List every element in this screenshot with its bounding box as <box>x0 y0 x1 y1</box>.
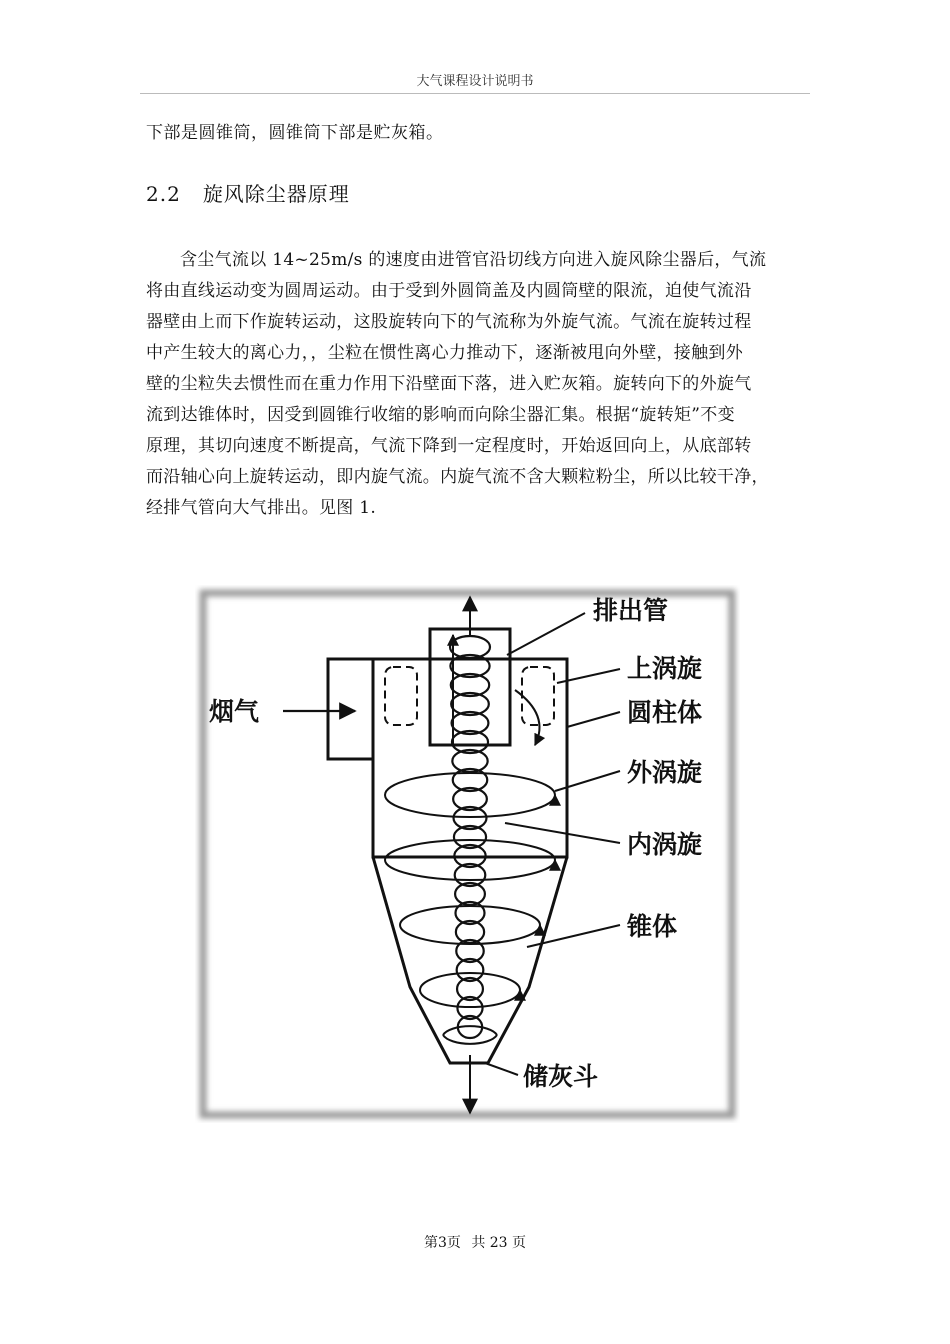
label-flue-gas: 烟气 <box>209 697 260 726</box>
cylinder-body <box>373 659 567 857</box>
page-footer <box>0 1232 950 1252</box>
label-ash-hopper: 储灰斗 <box>523 1062 599 1091</box>
section-number: 2.2 <box>146 182 181 206</box>
paragraph-line: 器壁由上而下作旋转运动，这股旋转向下的气流称为外旋气流。气流在旋转过程 <box>146 312 752 332</box>
label-exhaust-pipe: 排出管 <box>593 596 669 625</box>
paragraph-line: 将由直线运动变为圆周运动。由于受到外圆筒盖及内圆筒壁的限流，迫使气流沿 <box>146 281 752 301</box>
section-heading <box>146 178 350 207</box>
paragraph-line: 壁的尘粒失去惯性而在重力作用下沿壁面下落，进入贮灰箱。旋转向下的外旋气 <box>146 374 752 394</box>
inlet-duct <box>328 659 373 759</box>
label-inner-vortex: 内涡旋 <box>627 830 703 859</box>
paragraph-line: 中产生较大的离心力，，尘粒在惯性离心力推动下，逐渐被甩向外壁，接触到外 <box>146 343 743 363</box>
leader-lines <box>485 613 620 1075</box>
page-total: 共 23 页 <box>471 1235 527 1251</box>
label-upper-vortex: 上涡旋 <box>627 654 703 683</box>
running-header: 大气课程设计说明书 <box>416 74 534 89</box>
page-number: 第3页 <box>423 1235 461 1251</box>
paragraph-line: 而沿轴心向上旋转运动，即内旋气流。内旋气流不含大颗粒粉尘，所以比较干净， <box>146 467 769 487</box>
paragraph-line: 经排气管向大气排出。见图 1. <box>146 498 377 518</box>
intro-line: 下部是圆锥筒，圆锥筒下部是贮灰箱。 <box>146 123 444 143</box>
label-cone: 锥体 <box>627 912 678 941</box>
exhaust-pipe <box>430 629 510 745</box>
paragraph-line: 含尘气流以 14~25m/s 的速度由进管官沿切线方向进入旋风除尘器后，气流 <box>180 250 767 270</box>
label-outer-vortex: 外涡旋 <box>627 758 703 787</box>
body-paragraph <box>146 245 810 524</box>
cyclone-diagram <box>195 585 740 1123</box>
upper-vortex-left <box>385 667 417 725</box>
label-cylinder: 圆柱体 <box>627 698 703 727</box>
inner-vortex-coil <box>450 636 490 1038</box>
section-title: 旋风除尘器原理 <box>202 182 350 206</box>
cyclone-figure <box>195 585 740 1123</box>
header-rule <box>140 93 810 94</box>
paragraph-line: 流到达锥体时，因受到圆锥行收缩的影响而向除尘器汇集。根据“旋转矩”不变 <box>146 405 735 425</box>
paragraph-line: 原理，其切向速度不断提高，气流下降到一定程度时，开始返回向上，从底部转 <box>146 436 752 456</box>
